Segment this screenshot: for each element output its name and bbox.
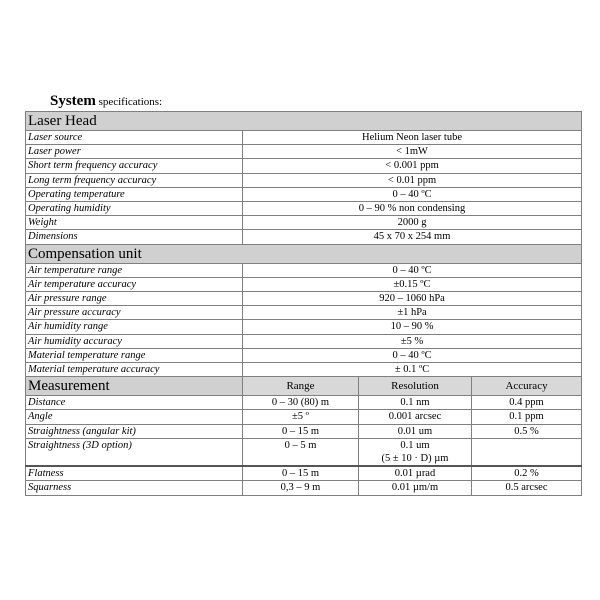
table-row (26, 131, 582, 145)
row-value: 0 – 40 ºC (243, 263, 582, 277)
range-cell: 0 – 30 (80) m (243, 396, 359, 410)
page-heading (50, 93, 162, 110)
table-row (26, 159, 582, 173)
row-value: < 0.01 ppm (243, 173, 582, 187)
table-row (26, 277, 582, 291)
resolution-cell: 0.01 µm/m (359, 481, 472, 495)
table-row (26, 202, 582, 216)
row-label: Air temperature range (26, 263, 243, 277)
range-cell: 0,3 – 9 m (243, 481, 359, 495)
range-cell: 0 – 5 m (243, 438, 359, 466)
row-label: Laser source (26, 131, 243, 145)
row-value: ± 0.1 ºC (243, 363, 582, 377)
row-label: Flatness (26, 466, 243, 481)
row-label: Air humidity range (26, 320, 243, 334)
range-cell: 0 – 15 m (243, 466, 359, 481)
table-row (26, 410, 582, 424)
row-label: Laser power (26, 145, 243, 159)
table-row (26, 424, 582, 438)
specifications-table (25, 111, 582, 496)
heading-rest: specifications: (95, 96, 163, 108)
column-header-accuracy: Accuracy (472, 377, 582, 396)
row-label: Distance (26, 396, 243, 410)
table-row (26, 396, 582, 410)
accuracy-cell (472, 438, 582, 466)
row-value: Helium Neon laser tube (243, 131, 582, 145)
row-label: Long term frequency accuracy (26, 173, 243, 187)
table-row (26, 481, 582, 495)
table-row (26, 230, 582, 244)
table-row (26, 216, 582, 230)
row-label: Operating temperature (26, 187, 243, 201)
accuracy-cell: 0.5 % (472, 424, 582, 438)
table-row (26, 145, 582, 159)
row-value: 0 – 40 ºC (243, 348, 582, 362)
section-title: Measurement (26, 377, 243, 396)
table-row (26, 363, 582, 377)
row-value: ±5 % (243, 334, 582, 348)
resolution-cell: 0.01 µrad (359, 466, 472, 481)
accuracy-cell: 0.5 arcsec (472, 481, 582, 495)
row-label: Air pressure range (26, 292, 243, 306)
section-compensation-unit (26, 244, 582, 263)
resolution-cell: 0.01 um (359, 424, 472, 438)
table-row (26, 263, 582, 277)
table-row (26, 173, 582, 187)
resolution-cell: 0.001 arcsec (359, 410, 472, 424)
accuracy-cell: 0.4 ppm (472, 396, 582, 410)
table-row (26, 438, 582, 466)
row-value: ±1 hPa (243, 306, 582, 320)
resolution-line-1: 0.1 um (400, 439, 430, 451)
row-value: ±0.15 ºC (243, 277, 582, 291)
table-row (26, 292, 582, 306)
section-title: Laser Head (26, 112, 582, 131)
section-measurement (26, 377, 582, 396)
row-value: < 1mW (243, 145, 582, 159)
range-cell: ±5 º (243, 410, 359, 424)
resolution-cell: 0.1 nm (359, 396, 472, 410)
section-title: Compensation unit (26, 244, 582, 263)
accuracy-cell: 0.1 ppm (472, 410, 582, 424)
section-laser-head (26, 112, 582, 131)
row-label: Material temperature accuracy (26, 363, 243, 377)
row-label: Straightness (angular kit) (26, 424, 243, 438)
row-label: Air pressure accuracy (26, 306, 243, 320)
row-value: 0 – 90 % non condensing (243, 202, 582, 216)
heading-bold: System (50, 93, 96, 109)
table-row (26, 466, 582, 481)
row-label: Short term frequency accuracy (26, 159, 243, 173)
table-row (26, 187, 582, 201)
row-value: 0 – 40 ºC (243, 187, 582, 201)
row-value: 10 – 90 % (243, 320, 582, 334)
row-label: Material temperature range (26, 348, 243, 362)
table-row (26, 334, 582, 348)
row-label: Operating humidity (26, 202, 243, 216)
row-label: Weight (26, 216, 243, 230)
range-cell: 0 – 15 m (243, 424, 359, 438)
table-row (26, 320, 582, 334)
column-header-resolution: Resolution (359, 377, 472, 396)
row-label: Squarness (26, 481, 243, 495)
row-label: Air humidity accuracy (26, 334, 243, 348)
resolution-line-2: (5 ± 10 · D) µm (381, 453, 449, 465)
row-value: < 0.001 ppm (243, 159, 582, 173)
resolution-cell (359, 438, 472, 466)
row-label: Straightness (3D option) (26, 438, 243, 466)
row-value: 920 – 1060 hPa (243, 292, 582, 306)
row-value: 2000 g (243, 216, 582, 230)
row-label: Air temperature accuracy (26, 277, 243, 291)
row-value: 45 x 70 x 254 mm (243, 230, 582, 244)
column-header-range: Range (243, 377, 359, 396)
table-row (26, 348, 582, 362)
accuracy-cell: 0.2 % (472, 466, 582, 481)
row-label: Dimensions (26, 230, 243, 244)
table-row (26, 306, 582, 320)
row-label: Angle (26, 410, 243, 424)
